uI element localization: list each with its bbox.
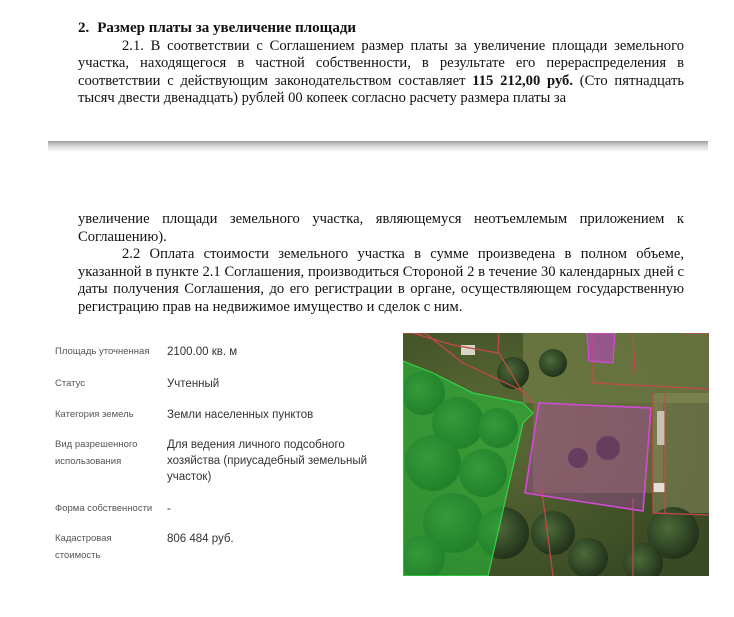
info-row-area: [55, 343, 395, 375]
info-value: Учтенный: [167, 378, 220, 390]
section-number: 2.: [78, 20, 90, 36]
neighbor-parcel[interactable]: [587, 333, 615, 363]
info-row-land-category: [55, 406, 395, 436]
paragraph-2-1-end: (Сто пятнадцать тысяч двести двенадцать) рублей 00 копеек согласно расчету размера платы за: [78, 72, 684, 107]
info-label: Вид разрешенного использования: [55, 439, 138, 467]
payment-amount: 115 212,00 руб.: [472, 72, 573, 89]
info-label: Категория земель: [55, 409, 134, 420]
paragraph-2-1-continued: увеличение площади земельного участка, являющемуся неотъемлемым приложением к Соглашению).: [78, 211, 684, 245]
info-value: 806 484 руб.: [167, 533, 234, 545]
section-title: Размер платы за увеличение площади: [97, 20, 357, 36]
info-row-ownership: [55, 500, 395, 530]
map-canvas[interactable]: [403, 333, 709, 576]
section-heading: [78, 20, 684, 38]
info-label: Кадастровая стоимость: [55, 533, 112, 561]
document-page-2: [78, 211, 684, 317]
info-row-permitted-use: [55, 436, 395, 500]
info-label: Площадь уточненная: [55, 346, 150, 357]
info-row-cadastral-value: [55, 530, 395, 564]
selected-parcel[interactable]: [525, 403, 651, 511]
info-row-status: [55, 375, 395, 406]
paragraph-2-1: [78, 38, 684, 108]
page-break-divider: [48, 141, 708, 151]
info-value: Земли населенных пунктов: [167, 409, 314, 421]
building-icon: [653, 483, 665, 492]
building-icon: [657, 411, 665, 445]
document-page-1: [78, 20, 684, 108]
satellite-map[interactable]: [403, 333, 709, 576]
info-value: 2100.00 кв. м: [167, 346, 238, 358]
property-info-panel: [55, 343, 395, 564]
info-value: -: [167, 503, 171, 515]
info-label: Форма собственности: [55, 503, 153, 514]
info-label: Статус: [55, 378, 86, 389]
paragraph-2-2: 2.2 Оплата стоимости земельного участка в сумме произведена в полном объеме, указанной в пункте 2.1 Соглашения, производиться Стороной 2 в течение 30 календарных дней с даты получения Соглашения, до его регистрации в органе, осуществляющем государственную регистрацию прав на недвижимое имущество и сделок с ним.: [78, 246, 684, 315]
info-value: Для ведения личного подсобного хозяйства (приусадебный земельный участок): [167, 439, 368, 483]
paragraph-2-1-start: 2.1. В соответствии с Соглашением размер платы за увеличение площади земельного участка, находящегося в частной собственности, в результате его перераспределения в соответствии с действующим законодательством составляет: [78, 37, 684, 89]
